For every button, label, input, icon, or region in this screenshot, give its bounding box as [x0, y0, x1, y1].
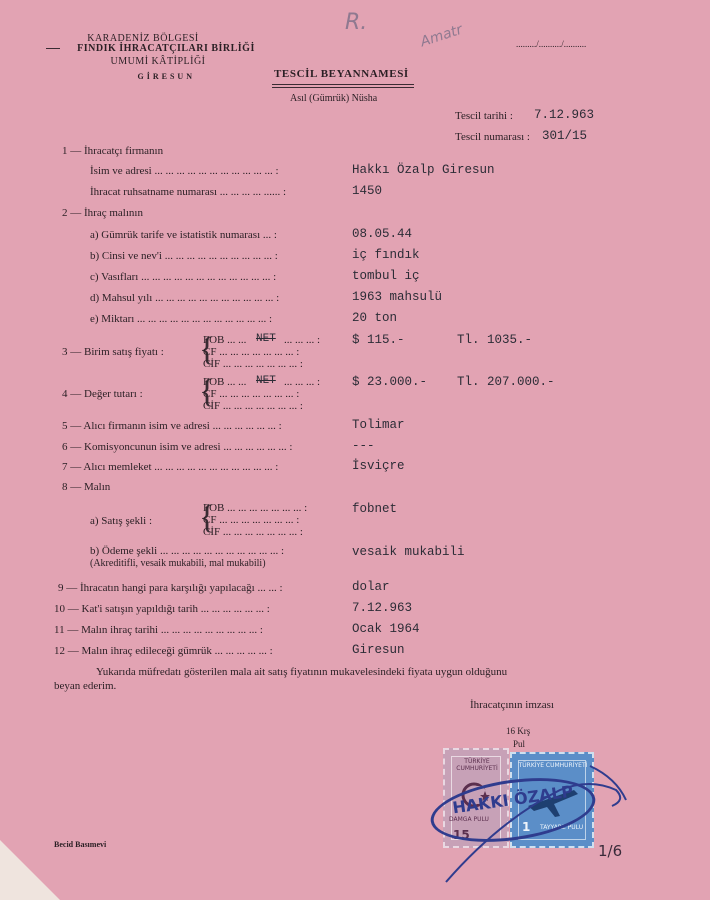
stamp1-country: TÜRKİYE CUMHURİYETİ — [456, 758, 498, 772]
section-3-net-stamp: NET — [256, 333, 276, 345]
tescil-tarihi-value: 7.12.963 — [534, 108, 595, 122]
section-4-net-stamp: NET — [256, 375, 276, 387]
org-city: G İ R E S U N — [137, 72, 193, 81]
section-9-label: 9 — İhracatın hangi para karşılığı yapılacağı ... ... : — [58, 582, 283, 594]
section-1-title: 1 — İhracatçı firmanın — [62, 145, 164, 157]
ruhsat-label: İhracat ruhsatname numarası ... ... ... ... ...... : — [90, 186, 287, 198]
field-2d-value: 1963 mahsulü — [352, 290, 443, 304]
section-3-cf-label: CF ... ... ... ... ... ... ... : — [203, 346, 300, 358]
section-4-cif-label: CİF ... ... ... ... ... ... ... : — [203, 400, 303, 412]
handwritten-mark-r: R. — [345, 10, 368, 35]
section-5-value: Tolimar — [352, 418, 405, 432]
field-8b-note: (Akreditifli, vesaik mukabili, mal mukabili) — [90, 558, 266, 569]
field-8a-cif: CİF ... ... ... ... ... ... ... : — [203, 526, 303, 538]
field-2b-label: b) Cinsi ve nev'i ... ... ... ... ... ... ... ... ... ... : — [90, 250, 278, 262]
field-2e-value: 20 ton — [352, 311, 398, 325]
section-9-value: dolar — [352, 580, 390, 594]
stamp1-value: 15 — [453, 828, 470, 842]
section-11-label: 11 — Malın ihraç tarihi ... ... ... ... ... ... ... ... ... : — [54, 624, 263, 636]
section-12-value: Giresun — [352, 643, 405, 657]
signature-label: İhracatçının imzası — [470, 699, 554, 711]
field-2c-value: tombul iç — [352, 269, 420, 283]
bracket-8a: { — [199, 499, 216, 536]
ruhsat-value: 1450 — [352, 184, 383, 198]
field-2d-label: d) Mahsul yılı ... ... ... ... ... ... ... ... ... ... ... : — [90, 292, 280, 304]
field-8a-value: fobnet — [352, 502, 398, 516]
org-region: KARADENİZ BÖLGESİ — [87, 33, 199, 44]
org-name: FINDIK İHRACATÇILARI BİRLİĞİ — [77, 43, 255, 54]
field-2e-label: e) Miktarı ... ... ... ... ... ... ... ... ... ... ... ... : — [90, 313, 273, 325]
tescil-numarasi-value: 301/15 — [542, 129, 588, 143]
section-4-fob-dots: ... ... ... : — [284, 376, 321, 388]
field-2c-label: c) Vasıfları ... ... ... ... ... ... ... ... ... ... ... ... : — [90, 271, 277, 283]
section-5-label: 5 — Alıcı firmanın isim ve adresi ... ... ... ... ... ... : — [62, 420, 282, 432]
handwritten-scribble: Amatr — [418, 21, 465, 51]
section-6-value: --- — [352, 439, 375, 453]
copy-label: Asıl (Gümrük) Nüsha — [290, 93, 378, 104]
isim-adres-label: İsim ve adresi ... ... ... ... ... ... ... ... ... ... ... : — [90, 165, 279, 177]
page-note: 1/6 — [598, 842, 623, 860]
cancel-stamp-text: HAKKI ÖZALP — [451, 781, 575, 818]
stamp2-country: TÜRKİYE CUMHURİYETİ — [518, 762, 588, 769]
stamp2-value: 1 — [522, 820, 531, 834]
section-11-value: Ocak 1964 — [352, 622, 420, 636]
pul-label: Pul — [513, 739, 526, 749]
section-8-title: 8 — Malın — [62, 481, 111, 493]
field-8a-label: a) Satış şekli : — [90, 515, 153, 527]
section-4-value: $ 23.000.- Tl. 207.000.- — [352, 375, 555, 389]
statement-line-1: Yukarıda müfredatı gösterilen mala ait satış fiyatının mukavelesindeki fiyata uygun olduğunu — [96, 666, 508, 678]
torn-corner — [0, 840, 60, 900]
stamp2-label: TAYYARE PULU — [540, 824, 584, 831]
section-4-title: 4 — Değer tutarı : — [62, 388, 143, 400]
section-7-label: 7 — Alıcı memleket ... ... ... ... ... ... ... ... ... ... ... : — [62, 461, 279, 473]
section-4-cf-label: CF ... ... ... ... ... ... ... : — [203, 388, 300, 400]
date-blank: ........./........../.......... — [516, 39, 587, 49]
signature-scribble — [440, 760, 630, 890]
isim-adres-value: Hakkı Özalp Giresun — [352, 163, 495, 177]
document-title: TESCİL BEYANNAMESİ — [274, 68, 409, 80]
statement-line-2: beyan ederim. — [54, 680, 117, 692]
section-3-fob-label: FOB ... ... — [203, 334, 247, 346]
section-6-label: 6 — Komisyoncunun isim ve adresi ... ... ... ... ... ... : — [62, 441, 293, 453]
field-8a-fob: FOB ... ... ... ... ... ... ... : — [203, 502, 308, 514]
field-2b-value: iç fındık — [352, 248, 420, 262]
printer-name: Becid Basımevi — [54, 840, 107, 849]
field-8b-value: vesaik mukabili — [352, 545, 465, 559]
bracket-3: { — [199, 331, 216, 368]
header-dash — [46, 48, 60, 49]
section-7-value: İsviçre — [352, 459, 405, 473]
pul-amount: 16 Krş — [506, 726, 531, 736]
field-2a-value: 08.05.44 — [352, 227, 413, 241]
tescil-tarihi-label: Tescil tarihi : — [455, 110, 513, 122]
field-8b-label: b) Ödeme şekli ... ... ... ... ... ... ... ... ... ... ... : — [90, 545, 285, 557]
bracket-4: { — [199, 373, 216, 410]
section-4-fob-label: FOB ... ... — [203, 376, 247, 388]
org-office: UMUMİ KÂTİPLİĞİ — [110, 56, 206, 67]
section-3-fob-dots: ... ... ... : — [284, 334, 321, 346]
field-2a-label: a) Gümrük tarife ve istatistik numarası ... : — [90, 229, 277, 241]
field-8a-cf: CF ... ... ... ... ... ... ... : — [203, 514, 300, 526]
section-10-value: 7.12.963 — [352, 601, 413, 615]
section-3-value: $ 115.- Tl. 1035.- — [352, 333, 533, 347]
title-underline-2 — [272, 87, 414, 88]
section-2-title: 2 — İhraç malının — [62, 207, 143, 219]
section-3-title: 3 — Birim satış fiyatı : — [62, 346, 164, 358]
section-3-cif-label: CİF ... ... ... ... ... ... ... : — [203, 358, 303, 370]
tescil-numarasi-label: Tescil numarası : — [455, 131, 530, 143]
title-underline — [272, 84, 414, 85]
section-10-label: 10 — Kat'i satışın yapıldığı tarih ... ... ... ... ... ... : — [54, 603, 270, 615]
section-12-label: 12 — Malın ihraç edileceği gümrük ... ... ... ... ... : — [54, 645, 273, 657]
stamp1-label: DAMGA PULU — [449, 816, 489, 823]
